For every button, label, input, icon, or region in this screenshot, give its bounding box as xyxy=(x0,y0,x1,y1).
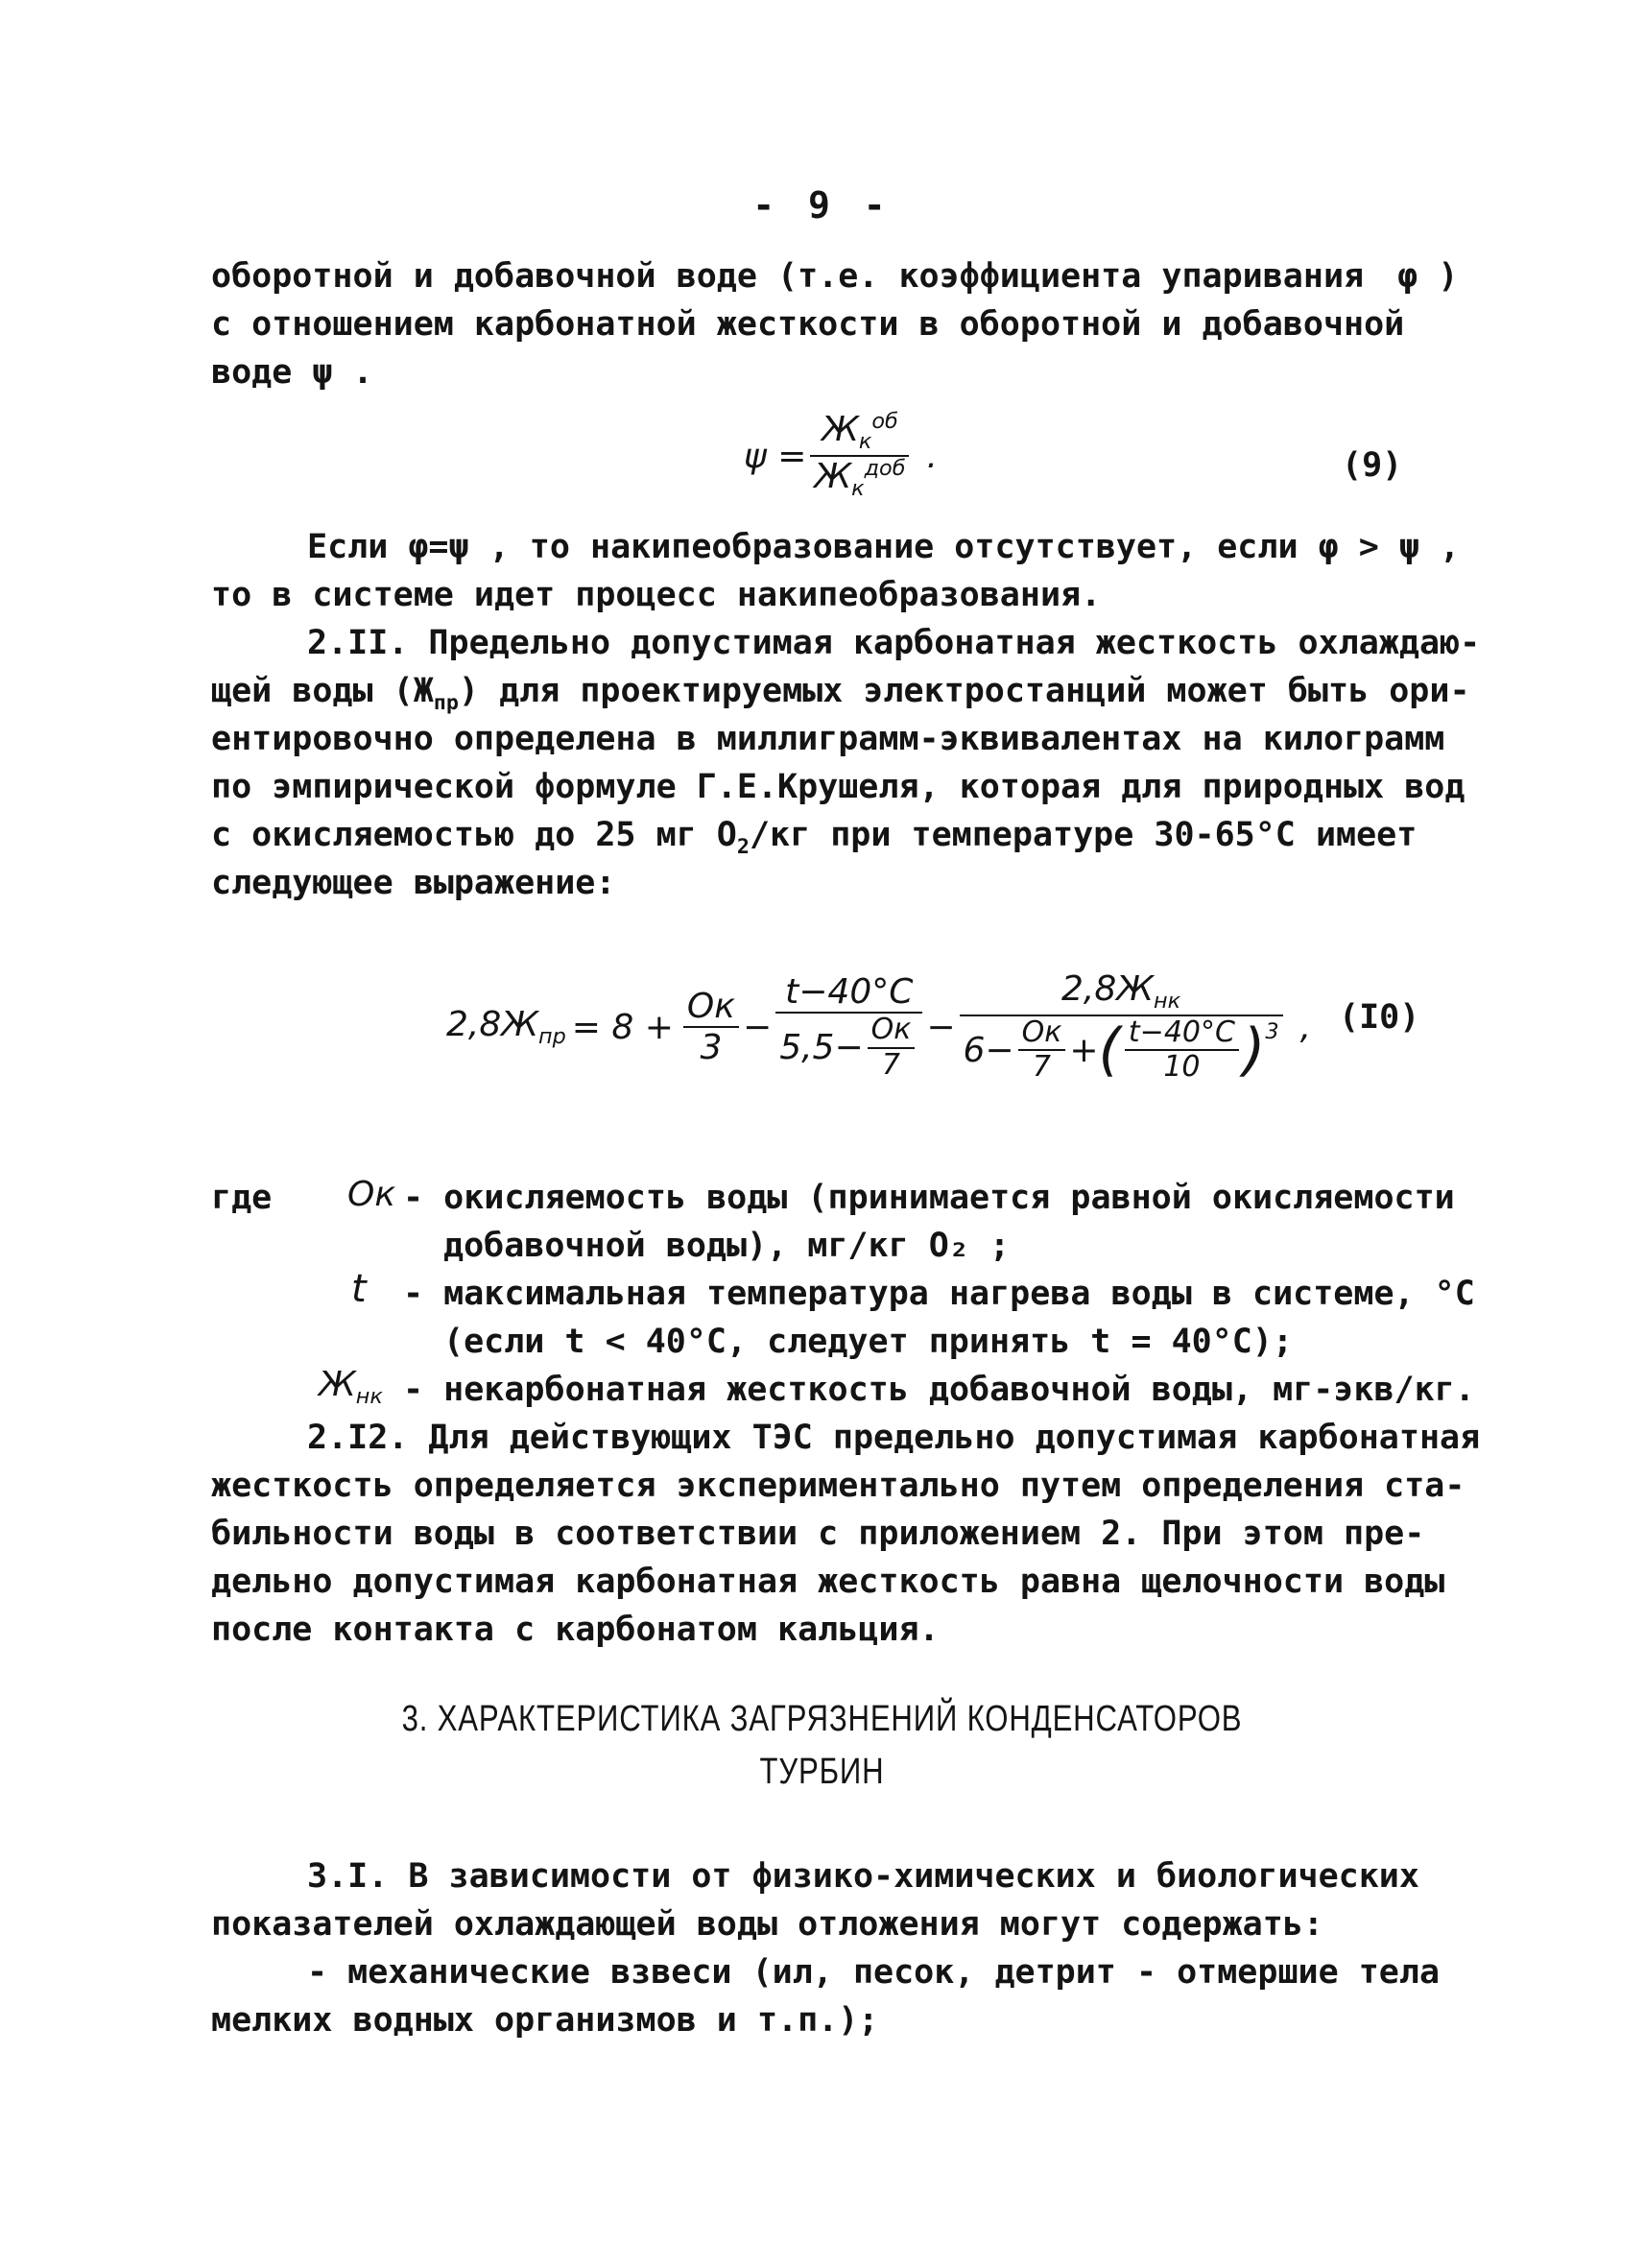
text-line: - механические взвеси (ил, песок, детрит - отмершие тела xyxy=(307,1953,1441,1992)
text-fragment: φ ) xyxy=(1397,257,1459,296)
text-line: следующее выражение: xyxy=(211,864,616,902)
text-line: 2.I2. Для действующих ТЭС предельно допустимая карбонатная xyxy=(307,1419,1481,1457)
formula-lhs: $2,8Ж_{пр}$ xyxy=(446,1004,566,1050)
text-line: 3.I. В зависимости от физико-химических и биологических xyxy=(307,1857,1419,1896)
formula-fraction xyxy=(810,410,909,502)
text-fragment: щей воды (Ж xyxy=(211,672,434,710)
text-line xyxy=(211,257,1458,296)
equation-number: (I0) xyxy=(1339,998,1420,1037)
text-line: ентировочно определена в миллиграмм-эквивалентах на килограмм xyxy=(211,720,1445,758)
subscript: 2 xyxy=(736,835,750,859)
where-symbol-t: t xyxy=(351,1267,367,1311)
where-definition: - некарбонатная жесткость добавочной воды, мг-экв/кг. xyxy=(403,1371,1475,1409)
text-line: мелких водных организмов и т.п.); xyxy=(211,2001,879,2040)
text-line: жесткость определяется экспериментально путем определения ста- xyxy=(211,1467,1465,1505)
text-line: по эмпирической формуле Г.Е.Крушеля, которая для природных вод xyxy=(211,768,1465,806)
minus-sign: − xyxy=(743,1007,773,1047)
text-line: показателей охлаждающей воды отложения могут содержать: xyxy=(211,1905,1323,1944)
text-line: 2.II. Предельно допустимая карбонатная жесткость охлаждаю- xyxy=(307,624,1481,662)
text-line xyxy=(211,672,1470,715)
fraction-temperature: t−40°C 5,5− $\frac{Ок}{7}$ xyxy=(775,972,922,1082)
text-fragment: оборотной и добавочной воде (т.е. коэффициента упаривания xyxy=(211,257,1365,296)
text-line: Если φ=ψ , то накипеобразование отсутствует, если φ > ψ , xyxy=(307,528,1461,566)
section-heading: ТУРБИН xyxy=(759,1752,885,1792)
formula-dot: . xyxy=(926,436,938,476)
text-fragment: с окисляемостью до 25 мг О xyxy=(211,816,737,854)
where-definition: - максимальная температура нагрева воды в системе, °С xyxy=(403,1275,1475,1313)
fraction-numerator: $Ж_к^{об}$ xyxy=(822,409,898,455)
text-fragment: ) для проектируемых электростанций может быть ори- xyxy=(458,672,1470,710)
page-number: - 9 - xyxy=(752,184,892,227)
formula-9 xyxy=(744,389,938,523)
formula-comma: , xyxy=(1299,1007,1312,1047)
where-definition: (если t < 40°С, следует принять t = 40°С); xyxy=(443,1323,1294,1361)
formula-eq: = 8 + xyxy=(571,1007,674,1047)
section-heading: 3. ХАРАКТЕРИСТИКА ЗАГРЯЗНЕНИЙ КОНДЕНСАТОРОВ xyxy=(401,1699,1243,1739)
text-line: после контакта с карбонатом кальция. xyxy=(211,1611,940,1649)
where-label: где xyxy=(211,1179,273,1217)
where-symbol-ok: Ок xyxy=(347,1175,396,1214)
equation-number: (9) xyxy=(1342,446,1403,485)
formula-lhs: ψ = xyxy=(744,436,807,476)
text-line: с отношением карбонатной жесткости в оборотной и добавочной xyxy=(211,305,1405,344)
where-definition: - окисляемость воды (принимается равной окисляемости xyxy=(403,1179,1455,1217)
where-symbol-zhnk: $Ж_{нк}$ xyxy=(319,1365,383,1410)
fraction-ok-3: $\frac{Ок}{3}$ xyxy=(683,987,739,1068)
fraction-denominator: $Ж_к^{доб}$ xyxy=(814,456,906,502)
fraction-noncarbonate: $2,8Ж_{нк}$ 6− $\frac{Ок}{7}$ + ( $\frac{t-40^\circ C}{10}$ ) $^3$ xyxy=(960,969,1283,1085)
formula-10 xyxy=(446,945,1311,1109)
where-definition: добавочной воды), мг/кг О₂ ; xyxy=(443,1227,1011,1265)
text-fragment: /кг при температуре 30-65°С имеет xyxy=(749,816,1418,854)
text-line: бильности воды в соответствии с приложением 2. При этом пре- xyxy=(211,1515,1425,1553)
text-line: дельно допустимая карбонатная жесткость равна щелочности воды xyxy=(211,1563,1445,1601)
minus-sign: − xyxy=(926,1007,956,1047)
subscript: пр xyxy=(433,691,459,715)
text-line xyxy=(211,816,1417,859)
text-line: то в системе идет процесс накипеобразования. xyxy=(211,576,1102,614)
text-line: воде ψ . xyxy=(211,353,373,392)
